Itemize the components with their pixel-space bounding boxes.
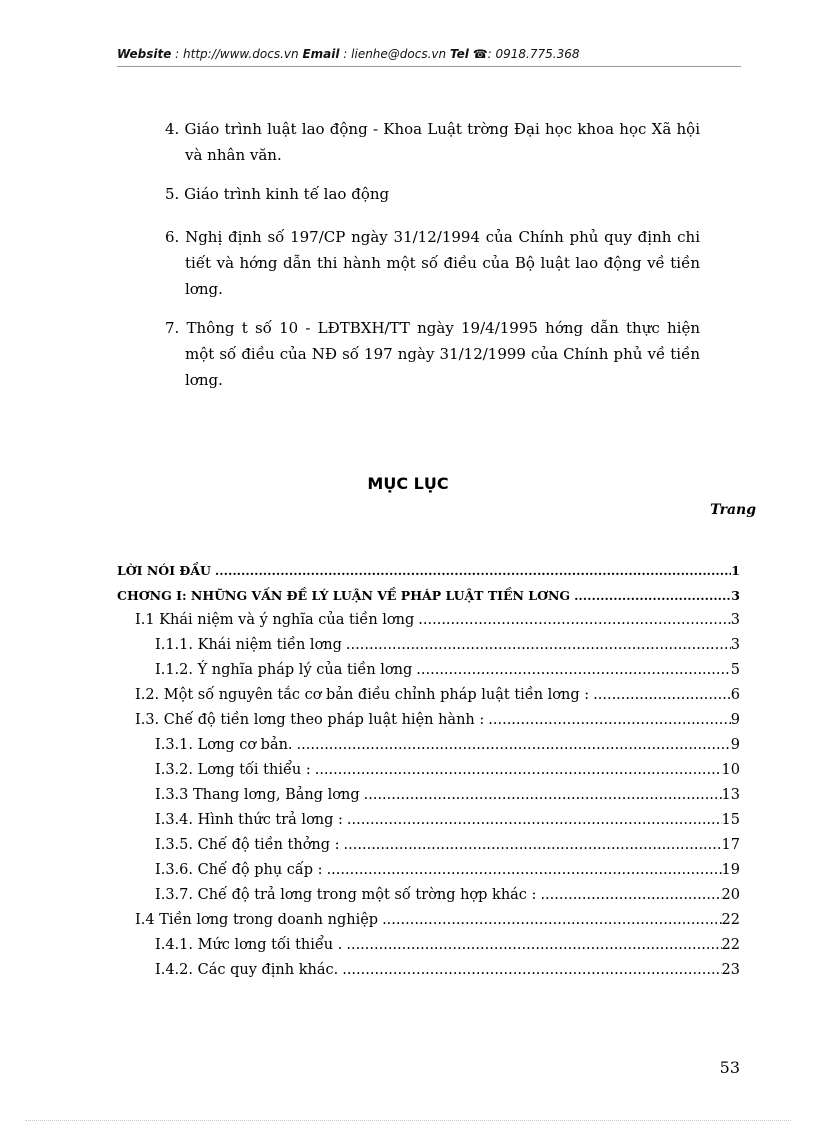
footer-divider [25,1120,791,1121]
toc-entry-label: I.1 Khái niệm và ý nghĩa của tiền lơng [135,612,415,628]
toc-entry-page: 20 [721,887,740,903]
page-header [117,47,741,65]
toc-entry-page: 23 [721,962,740,978]
toc-leader [382,908,721,933]
toc-entry-page: 5 [730,662,740,678]
toc-entry [117,558,740,583]
tel-value: : 0918.775.368 [487,47,580,61]
toc-entry-label: CHƠNG I: NHỮNG VẤN ĐỀ LÝ LUẬN VỀ PHÁP LUẬT TIỀN LƠNG [117,588,571,603]
toc-leader [347,808,722,833]
toc-entry-label: I.4 Tiền lơng trong doanh nghiệp [135,912,379,928]
reference-list [165,116,700,406]
toc-entry-page: 3 [730,612,740,628]
toc-entry-page: 17 [721,837,740,853]
toc-entry-page: 9 [730,737,740,753]
toc-entry-page: 15 [721,812,740,828]
toc-page-heading: Trang [710,502,756,518]
toc-entry-page: 6 [730,687,740,703]
toc-entry-page: 3 [731,588,740,603]
toc-entry [117,908,740,933]
toc-leader [327,858,722,883]
toc-leader [540,883,721,908]
toc-entry-label: I.4.1. Mức lơng tối thiểu . [155,937,343,953]
toc-entry [117,708,740,733]
page-number: 53 [719,1058,740,1077]
table-of-contents [117,558,740,983]
toc-leader [297,733,731,758]
toc-entry-page: 10 [721,762,740,778]
phone-icon: ☎ [472,47,488,61]
toc-title: MỤC LỤC [367,474,449,493]
toc-entry-label: I.3.5. Chế độ tiền thởng : [155,837,340,853]
toc-entry-label: I.3.2. Lơng tối thiểu : [155,762,311,778]
toc-entry [117,608,740,633]
toc-leader [346,633,731,658]
toc-entry-label: I.2. Một số nguyên tắc cơ bản điều chỉnh pháp luật tiền lơng : [135,687,590,703]
tel-label: Tel [449,47,469,61]
toc-entry-page: 9 [730,712,740,728]
toc-entry [117,958,740,983]
toc-leader [574,583,731,608]
toc-entry [117,808,740,833]
toc-leader [418,608,730,633]
toc-leader [346,933,721,958]
reference-item: 4. Giáo trình luật lao động - Khoa Luật trờng Đại học khoa học Xã hội và nhân văn. [165,120,700,164]
toc-entry [117,883,740,908]
toc-entry [117,933,740,958]
toc-entry [117,758,740,783]
toc-entry [117,833,740,858]
toc-entry-page: 1 [731,563,740,578]
toc-entry-label: I.3.1. Lơng cơ bản. [155,737,293,753]
website-value: : http://www.docs.vn [175,47,299,61]
toc-leader [344,833,722,858]
toc-entry [117,633,740,658]
reference-item: 6. Nghị định số 197/CP ngày 31/12/1994 của Chính phủ quy định chi tiết và hớng dẫn thi hành một số điều của Bộ luật lao động về tiền lơng. [165,228,700,298]
website-label: Website [117,47,172,61]
toc-entry [117,683,740,708]
toc-leader [342,958,721,983]
toc-entry-label: I.3.6. Chế độ phụ cấp : [155,862,323,878]
toc-leader [215,558,731,583]
toc-entry-label: I.3.3 Thang lơng, Bảng lơng [155,787,360,803]
toc-entry-page: 22 [721,912,740,928]
toc-entry [117,733,740,758]
reference-item: 7. Thông t số 10 - LĐTBXH/TT ngày 19/4/1995 hớng dẫn thực hiện một số điều của NĐ số 197 ngày 31/12/1999 của Chính phủ về tiền lơng. [165,319,700,389]
reference-item: 5. Giáo trình kinh tế lao động [165,185,390,203]
toc-entry [117,658,740,683]
toc-leader [315,758,722,783]
toc-entry-label: I.3.7. Chế độ trả lơng trong một số trờng hợp khác : [155,887,537,903]
toc-leader [488,708,731,733]
toc-entry-page: 13 [721,787,740,803]
email-value: : lienhe@docs.vn [343,47,447,61]
toc-entry-label: I.3.4. Hình thức trả lơng : [155,812,343,828]
toc-entry-page: 3 [730,637,740,653]
header-divider [117,66,741,67]
toc-leader [364,783,722,808]
toc-entry-label: I.1.2. Ý nghĩa pháp lý của tiền lơng [155,662,413,678]
toc-entry-page: 19 [721,862,740,878]
toc-entry-page: 22 [721,937,740,953]
toc-leader [593,683,731,708]
toc-entry-label: I.1.1. Khái niệm tiền lơng [155,637,342,653]
toc-entry [117,783,740,808]
email-label: Email [302,47,340,61]
toc-entry [117,858,740,883]
toc-leader [416,658,730,683]
toc-entry-label: I.3. Chế độ tiền lơng theo pháp luật hiện hành : [135,712,485,728]
toc-entry-label: LỜI NÓI ĐẦU [117,563,211,578]
toc-entry-label: I.4.2. Các quy định khác. [155,962,339,978]
toc-entry [117,583,740,608]
